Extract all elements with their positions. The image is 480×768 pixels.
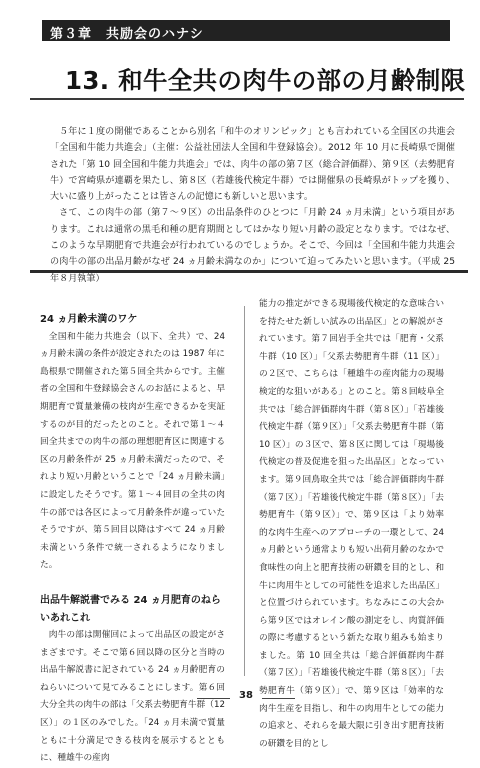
intro-paragraph: さて、この肉牛の部（第７～９区）の出品条件のひとつに「月齢 24 ヵ月未満」という項目があります。これは通常の黒毛和種の肥育期間としてはかなり短い月齢の設定となります。ではなぜ、このような早期肥育で共進会が行われているのでしょうか。そこで、今回は「全国和牛能力共進会の肉牛の部の出品月齢がなぜ 24 ヵ月齢未満なのか」について迫ってみたいと思います。（平成 25 年８月執筆） xyxy=(50,208,455,284)
chapter-label: 第３章 共励会のハナシ xyxy=(50,27,204,42)
body-paragraph: 全国和牛能力共進会（以下、全共）で、24 ヵ月齢未満の条件が設定されたのは 1987 年に島根県で開催された第５回全共からです。主催者の全国和牛登録協会さんのお話によると、早期肥育で質量兼備の枝肉が生産できるかを実証するのが目的だったとのこと。それで第１～４回全共までの肉牛の部の理想肥育区に関連する区の月齢条件が 25 ヵ月齢未満だったので、それより短い月齢ということで「24 ヵ月齢未満」に設定したそうです。第１～４回目の全共の肉牛の部では各区によって月齢条件が違っていたそうですが、第５回目以降はすべて 24 ヵ月齢未満という条件で統一されるようになりました。 xyxy=(40,331,225,571)
section-heading: 24 ヵ月齢未満のワケ xyxy=(40,314,138,325)
section-heading: 出品牛解説書でみる 24 ヵ月肥育のねらいあれこれ xyxy=(40,594,221,624)
footer-rule-right xyxy=(262,698,295,699)
page-footer xyxy=(0,690,480,706)
column-divider xyxy=(244,306,245,676)
body-paragraph: 能力の推定ができる現場後代検定的な意味合いを持たせた新しい試みの出品区」との解説がされています。第７回岩手全共では「肥育・父系牛群（10 区）」「父系去勢肥育牛群（11 区）」の２区で、こちらは「種雄牛の産肉能力の現場検定的な狙いがある」とのこと。第８回岐阜全共では「総合評価群肉牛群（第８区）」「若雄後代検定牛群（第９区）」「父系去勢肥育牛群（第 10 区）」の３区で、第８区に関しては「現場後代検定の普及促進を狙った出品区」となっています。第９回鳥取全共では「総合評価群肉牛群（第７区）」「若雄後代検定牛群（第８区）」「去勢肥育牛（第９区）」で、第９区は「より効率的な肉牛生産へのアプローチの一環として、24 ヵ月齢という通常よりも短い出荷月齢のなかで食味性の向上と肥育技術の研鑽を目的とし、和牛に肉用牛としての可能性を追求した出品区」と位置づけられています。ちなみにこの大会から第９区ではオレイン酸の測定をし、肉質評価の際に考慮するという新たな取り組みも始まりました。第 10 回全共は「総合評価群肉牛群（第７区）」「若雄後代検定牛群（第８区）」「去勢肥育牛（第９区）」で、第９区は「効率的な肉牛生産を目指し、和牛の肉用牛としての能力の追求と、それらを最大限に引き出す肥育技術の研鑽を目的とし xyxy=(259,299,444,749)
title-underline xyxy=(30,98,464,100)
chapter-header xyxy=(42,20,450,41)
intro-block xyxy=(50,124,455,284)
body-paragraph: 肉牛の部は開催回によって出品区の設定がさまざまです。そこで第６回以降の区分と当時の出品牛解説書に記されている 24 ヵ月齢肥育のねらいについて見てみることにします。第６回大分全共の肉牛の部は「父系去勢肥育牛群（12 区）」の１区のみでした。「24 ヵ月未満で質量ともに十分満足できる枝肉を展示するとともに、種雄牛の産肉 xyxy=(40,630,225,764)
footer-rule-left xyxy=(197,698,230,699)
right-column xyxy=(259,296,444,753)
page-number: 38 xyxy=(239,690,253,701)
intro-paragraph: ５年に１度の開催であることから別名「和牛のオリンピック」とも言われている全国区の共進会「全国和牛能力共進会」（主催：公益社団法人全国和牛登録協会）。2012 年 10 月に長崎県で開催された「第 10 回全国和牛能力共進会」では、肉牛の部の第７区（総合評価群）、第９区（去勢肥育牛）で宮崎県が連覇を果たし、第８区（若雄後代検定牛群）では開催県の長崎県がトップを獲り、大いに盛り上がったことは皆さんの記憶にも新しいと思います。 xyxy=(50,127,455,203)
article-title: 13. 和牛全共の肉牛の部の月齢制限 xyxy=(65,66,466,95)
intro-divider xyxy=(30,270,468,273)
